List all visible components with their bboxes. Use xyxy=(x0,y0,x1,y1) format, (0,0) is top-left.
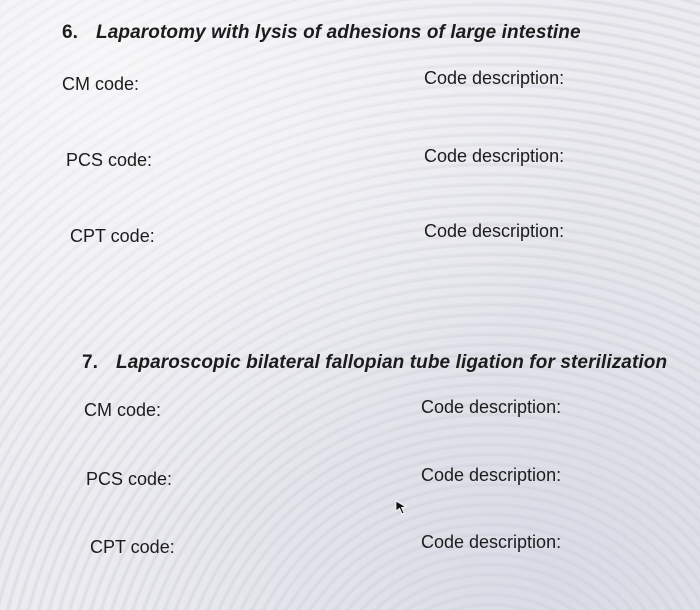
question-7-title xyxy=(82,352,667,374)
question-6-cpt-description-label: Code description: xyxy=(424,221,565,241)
question-7-pcs-description-label: Code description: xyxy=(421,465,562,485)
question-6-cpt-label: CPT code: xyxy=(70,226,155,246)
mouse-pointer-icon xyxy=(393,498,409,516)
question-7-pcs-label: PCS code: xyxy=(86,469,173,489)
question-7-cpt-description-label: Code description: xyxy=(421,532,562,552)
question-6-title xyxy=(62,22,581,44)
question-7-cpt-label: CPT code: xyxy=(90,537,175,557)
question-7-cm-label: CM code: xyxy=(84,400,162,420)
question-7-text: Laparoscopic bilateral fallopian tube ligation for sterilization xyxy=(116,352,668,373)
question-7-number: 7. xyxy=(82,352,99,373)
question-6-pcs-description-label: Code description: xyxy=(424,146,565,166)
question-6-cm-description-label: Code description: xyxy=(424,68,565,88)
question-6-text: Laparotomy with lysis of adhesions of large intestine xyxy=(96,22,581,43)
question-6-pcs-label: PCS code: xyxy=(66,150,153,170)
question-7-cm-description-label: Code description: xyxy=(421,397,562,417)
question-6-number: 6. xyxy=(62,22,79,43)
question-6-cm-label: CM code: xyxy=(62,74,140,94)
